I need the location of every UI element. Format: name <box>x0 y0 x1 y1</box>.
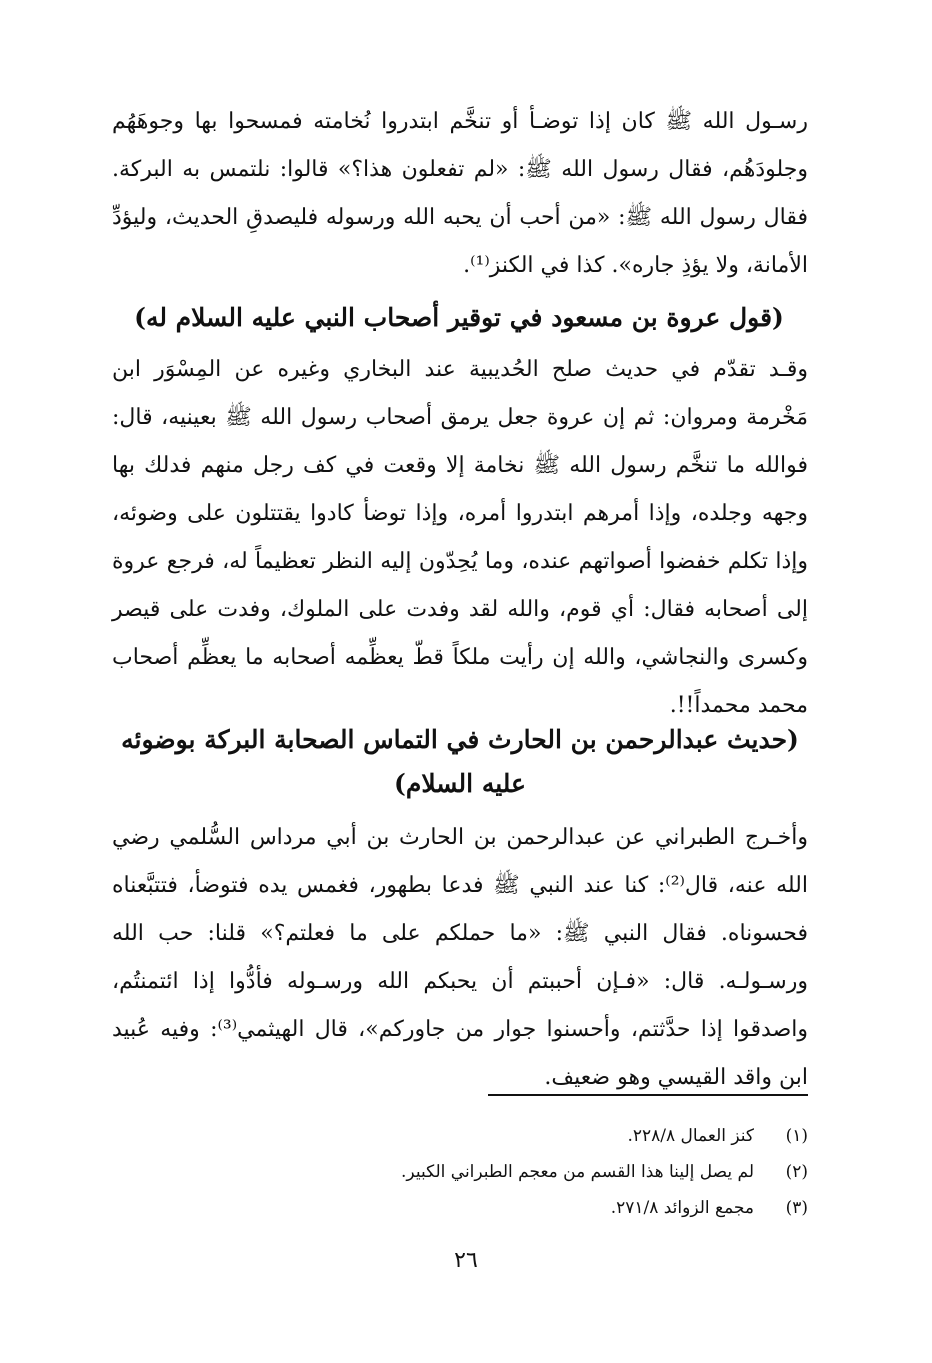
footnote-number: (٣) <box>785 1198 808 1218</box>
heading-abdulrahman: (حديث عبدالرحمن بن الحارث في التماس الصحابة البركة بوضوئه عليه السلام) <box>121 725 799 798</box>
footnote-number: (٢) <box>785 1162 808 1182</box>
paragraph-2: وقـد تقدّم في حديث صلح الحُديبية عند البخاري وغيره عن المِسْوَر ابن مَخْرمة ومروان: ثم إن عروة جعل يرمق أصحاب رسول الله ﷺ بعينيه، قال: فوالله ما تنخَّم رسول الله ﷺ نخامة إلا وقعت في كف رجل منهم فدلك بها وجهه وجلده، وإذا أمرهم ابتدروا أمره، وإذا توضأ كادوا يقتتلون على وضوئه، وإذا تكلم خفضوا أصواتهم عنده، وما يُحِدّون إليه النظر تعظيماً له، فرجع عروة إلى أصحابه فقال: أي قوم، والله لقد وفدت على الملوك، وفدت على قيصر وكسرى والنجاشي، والله إن رأيت ملكاً قطّ يعظِّمه أصحابه ما يعظِّم أصحاب محمد محمداً!!. <box>112 357 808 718</box>
paragraph-3: وأخـرج الطبراني عن عبدالرحمن بن الحارث بن أبي مرداس السُّلمي رضي الله عنه، قال⁽²⁾: كنا عند النبي ﷺ فدعا بطهور، فغمس يده فتوضأ، فتتبَّعناه فحسوناه. فقال النبي ﷺ: «ما حملكم على ما فعلتم؟» قلنا: حب الله ورسـولـه. قال: «فـإن أحببتم أن يحبكم الله ورسـوله فأدُّوا إذا ائتمنتُم، واصدقوا إذا حدَّثتم، وأحسنوا جوار من جاوركم»، قال الهيثمي⁽³⁾: وفيه عُبيد ابن واقد القيسي وهو ضعيف. <box>112 825 809 1090</box>
footnote-text: لم يصل إلينا هذا القسم من معجم الطبراني الكبير. <box>401 1162 754 1182</box>
footnote-text: مجمع الزوائد ٢٧١/٨. <box>610 1198 754 1218</box>
footnote-number: (١) <box>785 1126 808 1146</box>
footnote-item <box>300 1154 808 1190</box>
footnote-text: كنز العمال ٢٢٨/٨. <box>627 1126 754 1146</box>
page-number: ٢٦ <box>454 1248 478 1273</box>
footnote-separator <box>488 1094 808 1096</box>
footnote-item <box>300 1190 808 1226</box>
paragraph-1: رسـول الله ﷺ كان إذا توضـأ أو تنخَّم ابتدروا نُخامته فمسحوا بها وجوهَهُم وجلودَهُم، فقال رسول الله ﷺ: «لم تفعلون هذا؟» قالوا: نلتمس به البركة. فقال رسول الله ﷺ: «من أحب أن يحبه الله ورسوله فليصدقِ الحديث، وليؤدِّ الأمانة، ولا يؤذِ جاره». كذا في الكنز⁽¹⁾. <box>112 109 808 278</box>
footnote-item <box>300 1118 808 1154</box>
footnotes-list <box>300 1118 808 1226</box>
heading-urwa: (قول عروة بن مسعود في توقير أصحاب النبي عليه السلام له) <box>134 303 784 332</box>
